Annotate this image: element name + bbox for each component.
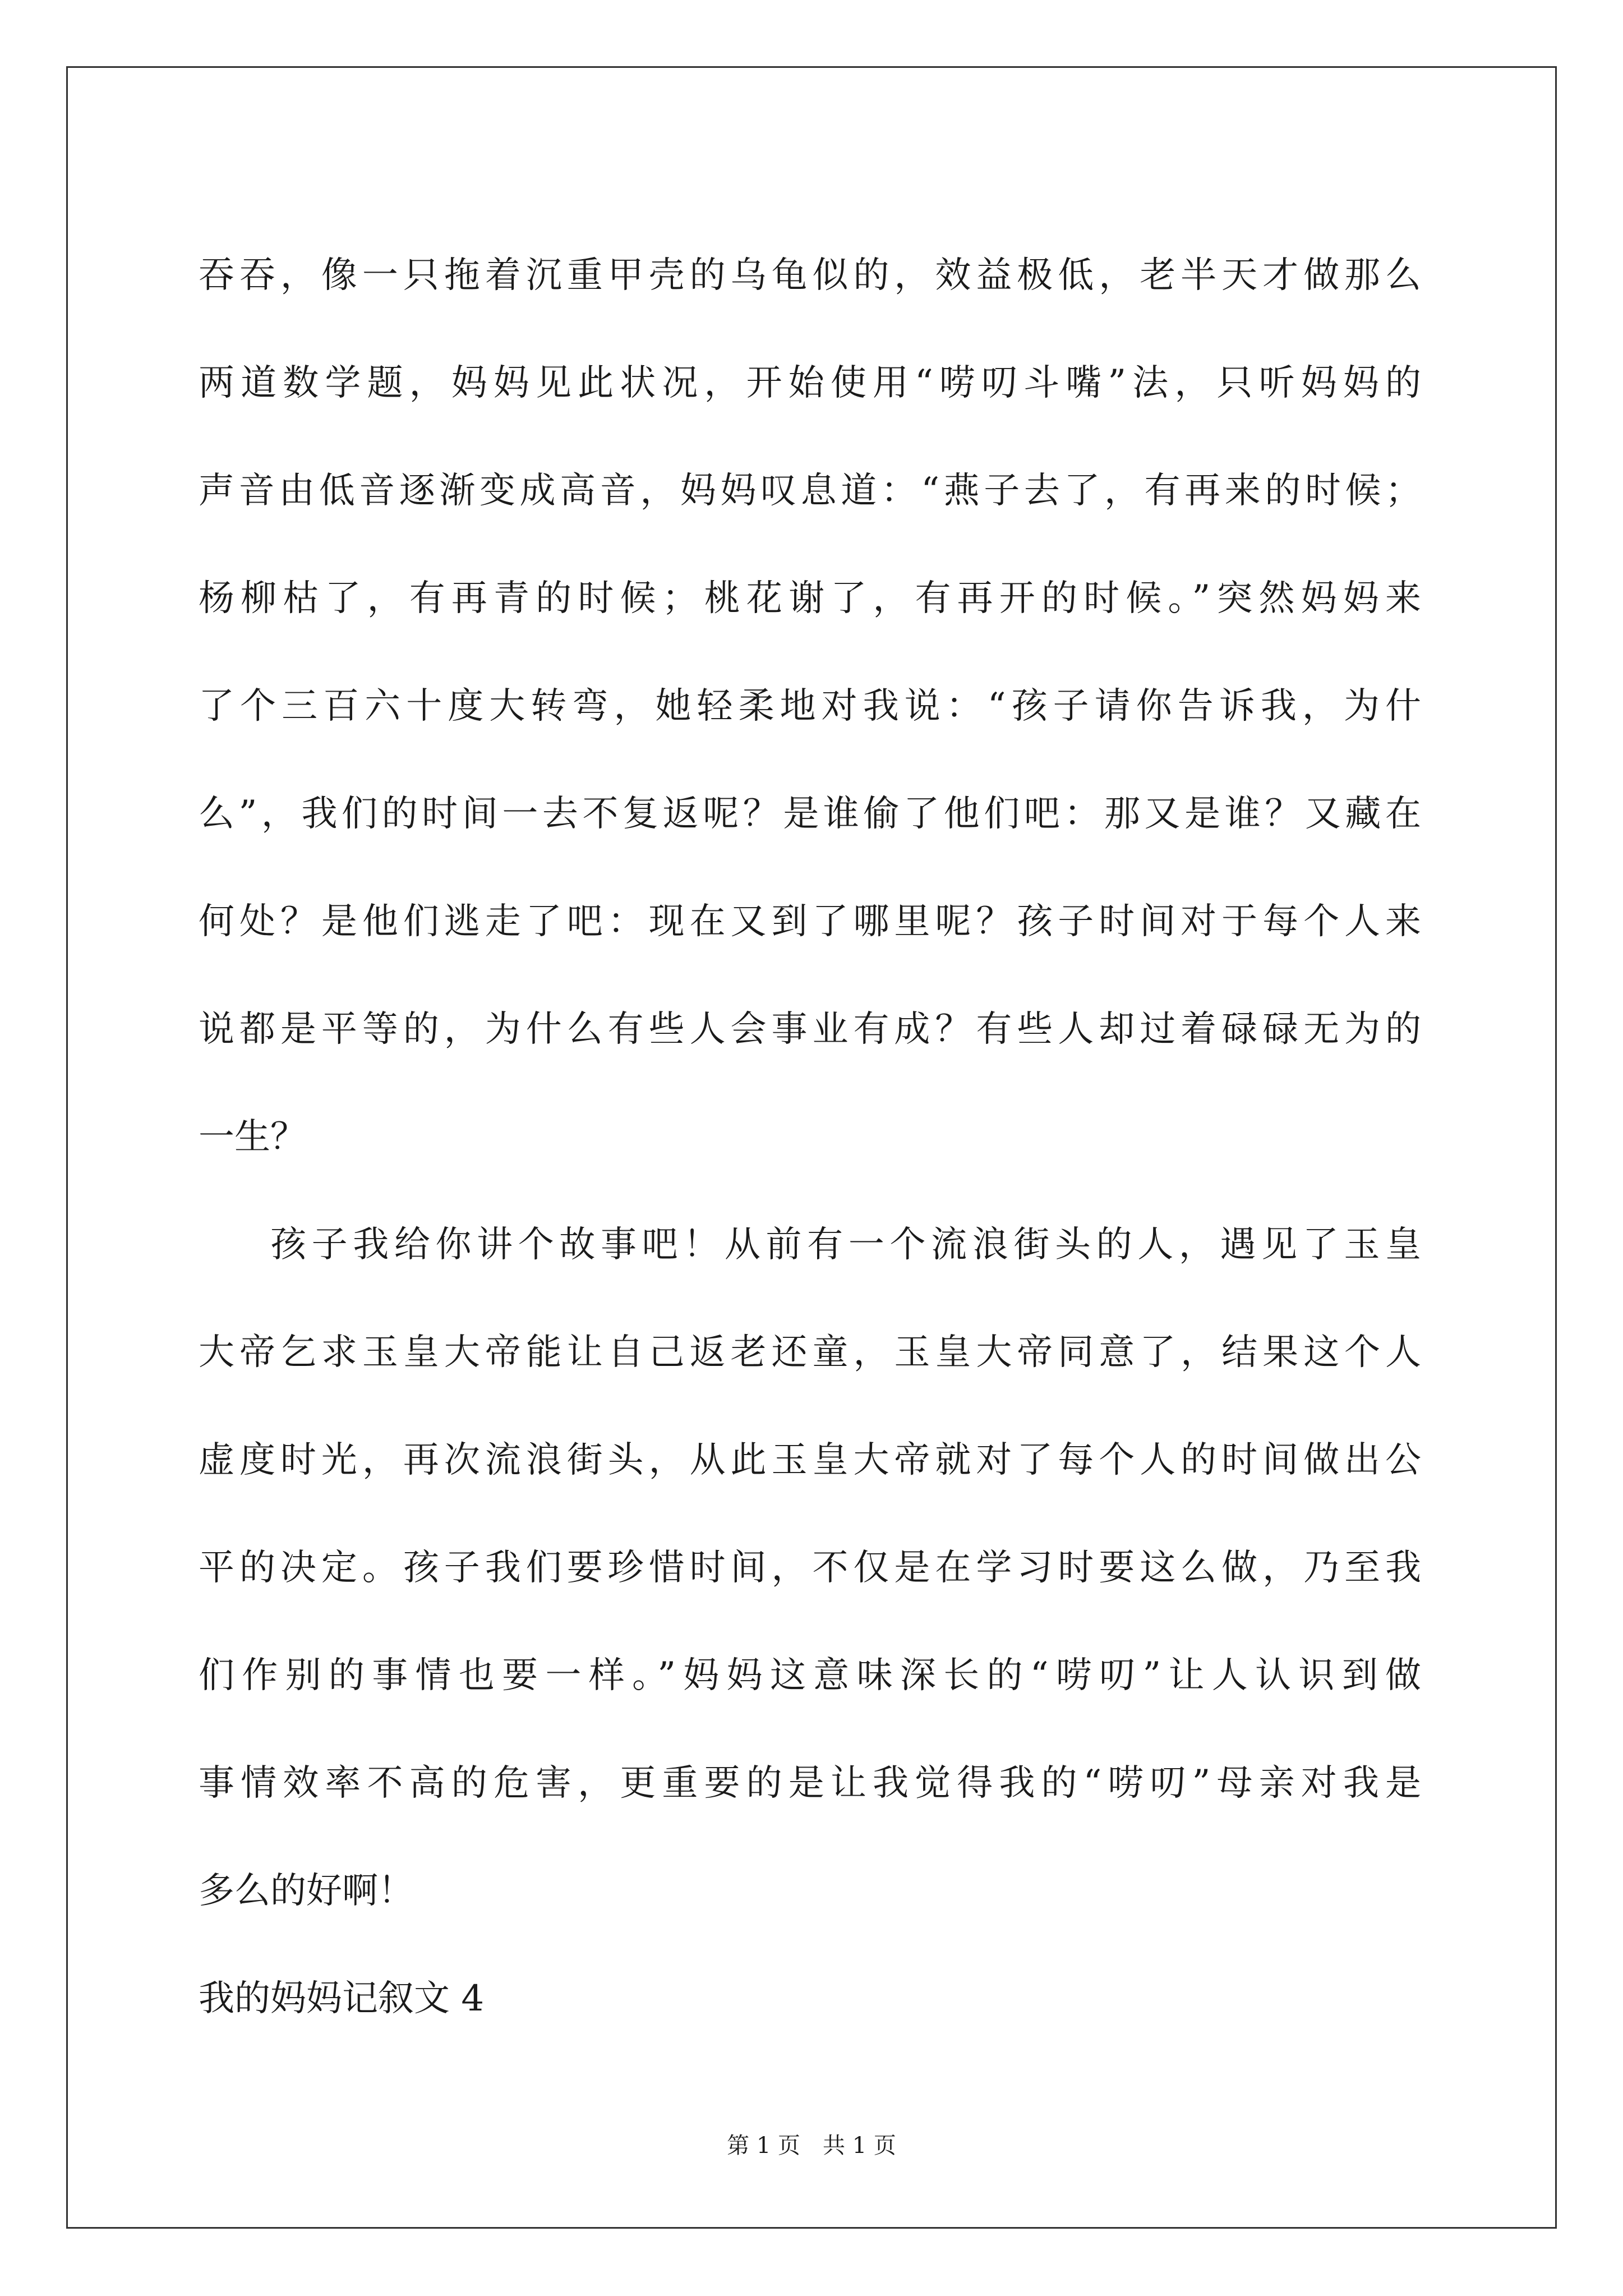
text-line: 多么的好啊！ (199, 1870, 414, 1912)
text-line: 吞吞，像一只拖着沉重甲壳的乌龟似的，效益极低，老半天才做那么 (199, 255, 1421, 296)
paragraph-2 (199, 1191, 1421, 1945)
text-line: 两道数学题，妈妈见此状况，开始使用“唠叨斗嘴”法，只听妈妈的 (199, 362, 1421, 404)
page-number: 第 1 页 (727, 2133, 800, 2159)
text-line: 孩子我给你讲个故事吧！从前有一个流浪街头的人，遇见了玉皇 (270, 1224, 1421, 1266)
text-line: 杨柳枯了，有再青的时候；桃花谢了，有再开的时候。”突然妈妈来 (199, 578, 1421, 619)
text-line: 们作别的事情也要一样。”妈妈这意味深长的“唠叨”让人认识到做 (199, 1655, 1421, 1696)
page-footer (0, 2129, 1623, 2162)
text-line: 何处？是他们逃走了吧：现在又到了哪里呢？孩子时间对于每个人来 (199, 901, 1421, 942)
document-body (199, 222, 1421, 2053)
text-line: 了个三百六十度大转弯，她轻柔地对我说：“孩子请你告诉我，为什 (199, 685, 1421, 727)
text-line: 么”，我们的时间一去不复返呢？是谁偷了他们吧：那又是谁？又藏在 (199, 793, 1421, 835)
text-line: 事情效率不高的危害，更重要的是让我觉得我的“唠叨”母亲对我是 (199, 1763, 1421, 1804)
page-total: 共 1 页 (823, 2133, 896, 2159)
section-heading: 我的妈妈记叙文 4 (199, 1978, 485, 2019)
text-line: 平的决定。孩子我们要珍惜时间，不仅是在学习时要这么做，乃至我 (199, 1547, 1421, 1589)
text-line: 说都是平等的，为什么有些人会事业有成？有些人却过着碌碌无为的 (199, 1009, 1421, 1050)
text-line: 一生？ (199, 1116, 306, 1158)
text-line: 虚度时光，再次流浪街头，从此玉皇大帝就对了每个人的时间做出公 (199, 1439, 1421, 1481)
text-line: 大帝乞求玉皇大帝能让自己返老还童，玉皇大帝同意了，结果这个人 (199, 1332, 1421, 1373)
text-line: 声音由低音逐渐变成高音，妈妈叹息道：“燕子去了，有再来的时候； (199, 470, 1421, 512)
paragraph-1 (199, 222, 1421, 1191)
